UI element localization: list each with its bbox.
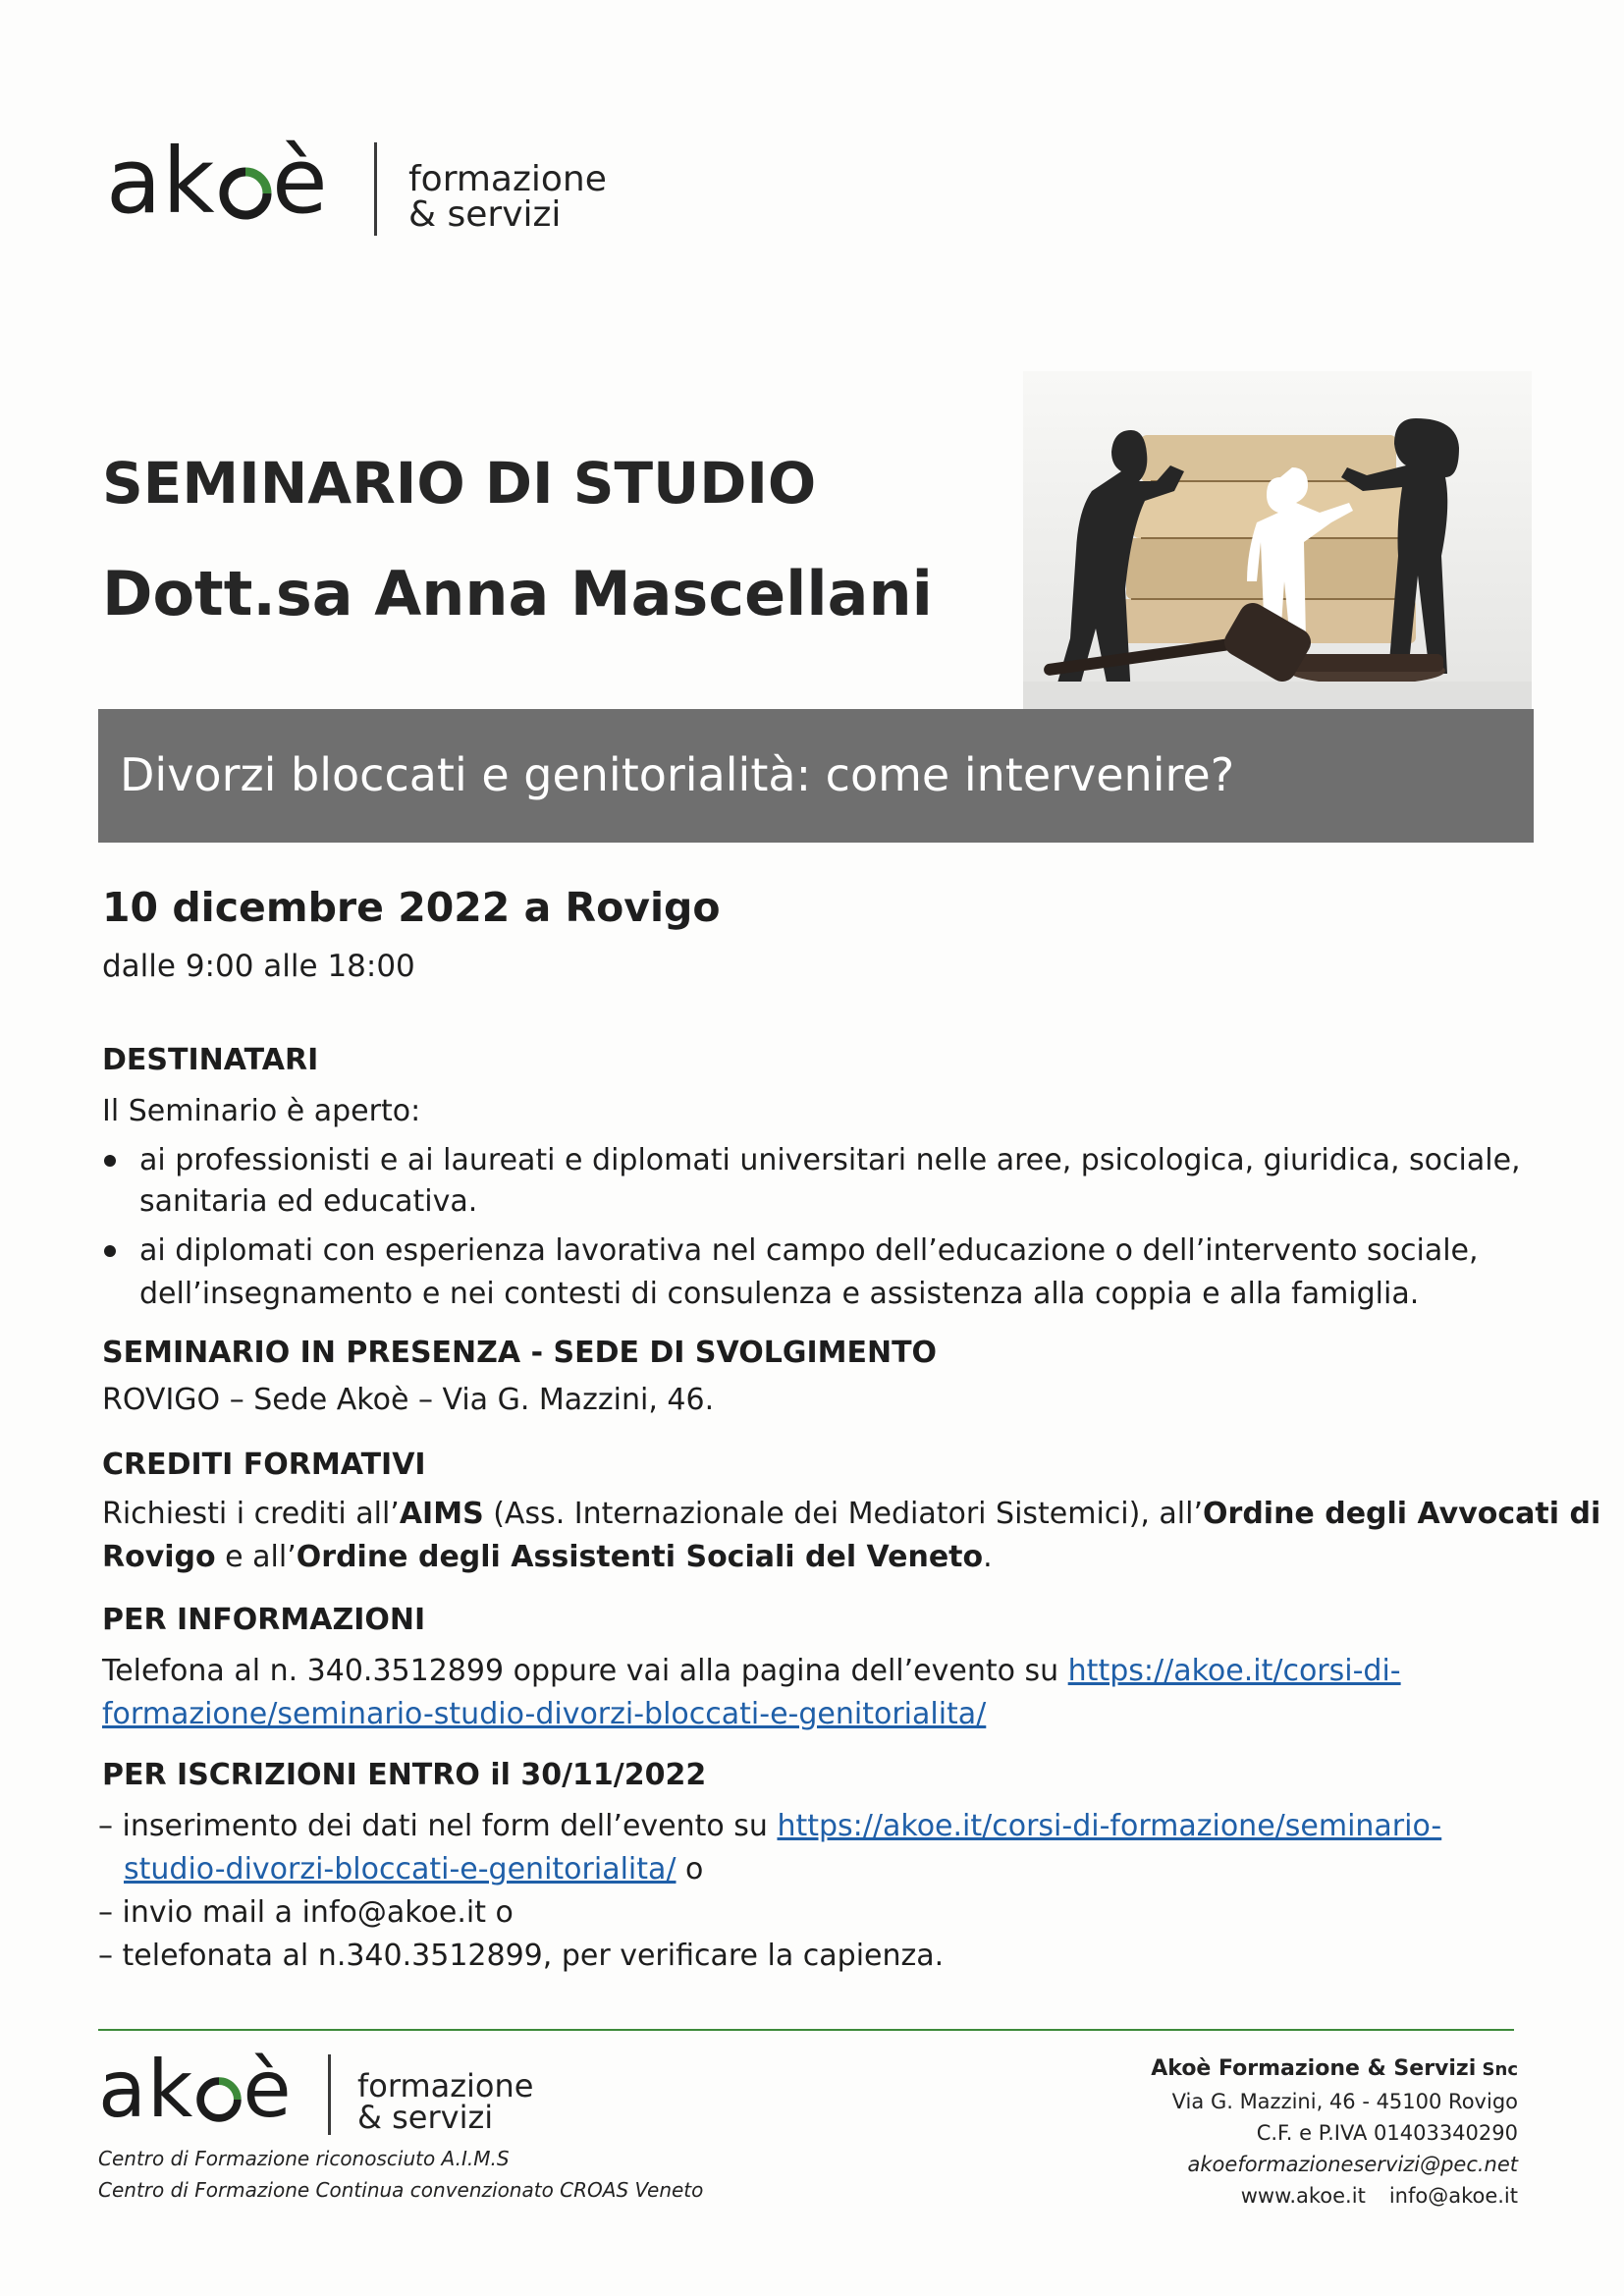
speaker-name: Dott.sa Anna Mascellani	[102, 558, 933, 629]
destinatari-item-2-line2: dell’insegnamento e nei contesti di consulenza e assistenza alla coppia e alla famiglia.	[139, 1277, 1420, 1311]
section-heading-sede: SEMINARIO IN PRESENZA - SEDE DI SVOLGIMENTO	[102, 1336, 938, 1370]
header-logo	[106, 129, 617, 246]
event-date: 10 dicembre 2022 a Rovigo	[102, 884, 721, 931]
footer-website-link[interactable]: www.akoe.it	[1240, 2184, 1366, 2208]
footer-address: Via G. Mazzini, 46 - 45100 Rovigo	[1171, 2090, 1518, 2113]
banner-title: Divorzi bloccati e genitorialità: come intervenire?	[120, 748, 1235, 801]
crediti-line2: Rovigo e all’Ordine degli Assistenti Sociali del Veneto.	[102, 1540, 993, 1574]
page-title: SEMINARIO DI STUDIO	[102, 450, 817, 517]
section-heading-informazioni: PER INFORMAZIONI	[102, 1603, 426, 1637]
event-page-link[interactable]: https://akoe.it/corsi-di-	[1067, 1654, 1401, 1688]
footer-pec: akoeformazioneservizi@pec.net	[1187, 2153, 1518, 2176]
footer-email-link[interactable]: info@akoe.it	[1388, 2184, 1518, 2208]
destinatari-item-2-line1: ai diplomati con esperienza lavorativa nel campo dell’educazione o dell’intervento sociale,	[139, 1233, 1479, 1268]
logo-subtitle: formazione & servizi	[357, 2067, 534, 2136]
logo-o-mark	[216, 133, 272, 231]
crediti-line1: Richiesti i crediti all’AIMS (Ass. Internazionale dei Mediatori Sistemici), all’Ordine degli Avvocati di	[102, 1497, 1601, 1531]
informazioni-line2	[102, 1693, 986, 1736]
logo-subtitle: formazione & servizi	[408, 159, 607, 235]
title-banner	[98, 709, 1534, 843]
logo-wordmark: ak è	[106, 129, 329, 234]
destinatari-item-1-line2: sanitaria ed educativa.	[139, 1184, 478, 1219]
section-heading-iscrizioni: PER ISCRIZIONI ENTRO il 30/11/2022	[102, 1758, 707, 1792]
logo-divider	[328, 2054, 331, 2135]
iscrizioni-line3: – invio mail a info@akoe.it o	[98, 1895, 514, 1930]
footer-divider	[98, 2029, 1514, 2031]
destinatari-item-1-line1: ai professionisti e ai laureati e diplomati universitari nelle aree, psicologica, giuridica, sociale,	[139, 1143, 1521, 1177]
footer-logo	[98, 2044, 550, 2145]
iscrizioni-line2: studio-divorzi-bloccati-e-genitorialita/ o	[124, 1852, 704, 1886]
bullet-dot	[104, 1245, 116, 1257]
sede-address: ROVIGO – Sede Akoè – Via G. Mazzini, 46.	[102, 1383, 715, 1417]
footer-company-name: Akoè Formazione & Servizi Snc	[1151, 2056, 1518, 2081]
event-page-link-continued[interactable]: formazione/seminario-studio-divorzi-bloccati-e-genitorialita/	[102, 1697, 987, 1731]
logo-wordmark: ak è	[98, 2044, 293, 2135]
footer-contacts	[1241, 2184, 1518, 2208]
event-time: dalle 9:00 alle 18:00	[102, 949, 415, 984]
destinatari-intro: Il Seminario è aperto:	[102, 1094, 421, 1128]
footer-accreditation-1: Centro di Formazione riconosciuto A.I.M.S	[98, 2147, 510, 2170]
iscrizioni-line1: – inserimento dei dati nel form dell’evento su https://akoe.it/corsi-di-formazione/seminario-	[98, 1809, 1442, 1843]
hero-illustration	[1023, 371, 1532, 709]
bullet-dot	[104, 1155, 116, 1167]
informazioni-line1: Telefona al n. 340.3512899 oppure vai alla pagina dell’evento su https://akoe.it/corsi-di-	[102, 1654, 1401, 1688]
section-heading-crediti: CREDITI FORMATIVI	[102, 1448, 426, 1482]
logo-o-mark	[193, 2047, 243, 2133]
footer-vat: C.F. e P.IVA 01403340290	[1256, 2121, 1518, 2145]
logo-divider	[374, 142, 377, 236]
footer-accreditation-2: Centro di Formazione Continua convenzionato CROAS Veneto	[98, 2178, 704, 2202]
registration-form-link-continued[interactable]: studio-divorzi-bloccati-e-genitorialita/	[124, 1852, 677, 1886]
registration-form-link[interactable]: https://akoe.it/corsi-di-formazione/seminario-	[777, 1809, 1442, 1843]
section-heading-destinatari: DESTINATARI	[102, 1043, 319, 1077]
iscrizioni-line4: – telefonata al n.340.3512899, per verificare la capienza.	[98, 1939, 945, 1973]
